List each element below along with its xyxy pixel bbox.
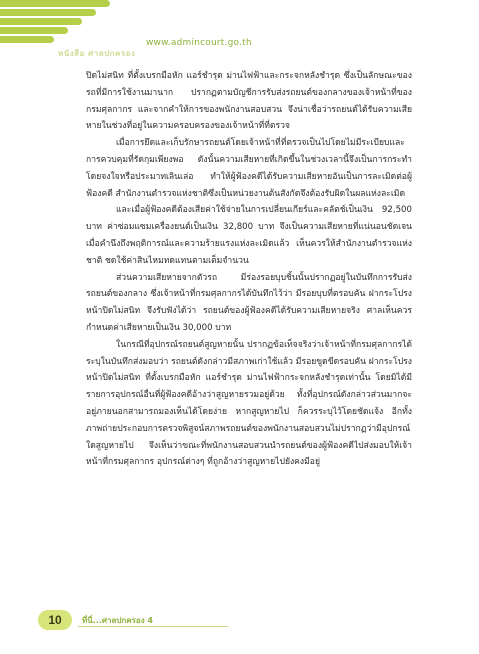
- paragraph-2: เมื่อการยึดและเก็บรักษารถยนต์โดยเจ้าหน้าที่ที่ตรวจเป็นไปโดยไม่มีระเบียบและการควบคุมที่รัดกุมเพียงพอ ดังนั้นความเสียหายที่เกิดขึ้นในช่วงเวลานี้จึงเป็นการกระทำโดยจงใจหรือประมาทเลินเล่อ ทำให้ผู้ฟ้องคดีได้รับความเสียหายอันเป็นการละเมิดต่อผู้ฟ้องคดี สำนักงานตำรวจแห่งชาติซึ่งเป็นหน่วยงานต้นสังกัดจึงต้องรับผิดในผลแห่งละเมิด: [86, 138, 412, 199]
- paragraph-4: ส่วนความเสียหายจากตัวรถ มีร่องรอยบุบชิ้นนั้นปรากฏอยู่ในบันทึกการรับส่งรถยนต์ของกลาง ซึ่งเจ้าหน้าที่กรมศุลกากรได้บันทึกไว้ว่า มีรอยบุบที่ตรอบคัน ฝากระโปรงหน้าปิดไม่สนิท จึงรับฟังได้ว่า รถยนต์ของผู้ฟ้องคดีได้รับความเสียหายจริง ศาลเห็นควรกำหนดค่าเสียหายเป็นเงิน 30,000 บาท: [86, 272, 412, 333]
- document-body: [86, 68, 412, 471]
- page-footer: [0, 606, 479, 654]
- page-header: [0, 0, 479, 62]
- footer-divider: [78, 626, 228, 627]
- paragraph-1: ปิดไม่สนิท ที่ตั้งเบรกมือหัก แอร์ชำรุด ม่านไฟฟ้าและกระจกหลังชำรุด ซึ่งเป็นลักษณะของรถที่มีการใช้งานมานาก ปรากฏตามบัญชีการรับส่งรถยนต์ของกลางของเจ้าหน้าที่ของกรมศุลกากร และจากคำให้การของพนักงานสอบสวน จึงน่าเชื่อว่ารถยนต์ได้รับความเสียหายในช่วงที่อยู่ในความครอบครองของเจ้าหน้าที่ที่ตรวจ: [86, 71, 412, 132]
- footer-title: ที่นี่...ศาลปกครอง 4: [82, 616, 153, 625]
- paragraph-3: และเมื่อผู้ฟ้องคดีต้องเสียค่าใช้จ่ายในการเปลี่ยนเกียร์และคลัตช์เป็นเงิน 92,500 บาท ค่าซ่อมแซมเครื่องยนต์เป็นเงิน 32,800 บาท จึงเป็นความเสียหายที่แน่นอนชัดเจน เมื่อคำนึงถึงพฤติการณ์และความร้ายแรงแห่งละเมิดแล้ว เห็นควรให้สำนักงานตำรวจแห่งชาติ ชดใช้ค่าสินไหมทดแทนตามเต็มจำนวน: [86, 205, 412, 266]
- page-number: 10: [38, 610, 72, 630]
- paragraph-5: ในกรณีที่อุปกรณ์รถยนต์สูญหายนั้น ปรากฏข้อเท็จจริงว่าเจ้าหน้าที่กรมศุลกากรได้ระบุในบันทึกส่งมอบว่า รถยนต์ดังกล่าวมีสภาพเก่าใช้แล้ว มีรอยขูดขีดรอบคัน ฝากระโปรงหน้าปิดไม่สนิท ที่ตั้งเบรกมือหัก แอร์ชำรุด ม่านไฟฟ้ากระจกหลังชำรุดเท่านั้น โดยมิได้มีรายการอุปกรณ์อื่นที่ผู้ฟ้องคดีอ้างว่าสูญหายรวมอยู่ด้วย ทั้งที่อุปกรณ์ดังกล่าวส่วนมากจะอยู่ภายนอกสามารถมองเห็นได้โดยง่าย หากสูญหายไป ก็ควรระบุไว้โดยชัดแจ้ง อีกทั้งภาพถ่ายประกอบการตรวจพิสูจน์สภาพรถยนต์ของพนักงานสอบสวนไม่ปรากฏว่ามีอุปกรณ์ใดสูญหายไป จึงเห็นว่าขณะที่พนักงานสอบสวนนำรถยนต์ของผู้ฟ้องคดีไปส่งมอบให้เจ้าหน้าที่กรมศุลกากร อุปกรณ์ต่างๆ ที่ถูกอ้างว่าสูญหายไปยังคงมีอยู่: [86, 339, 412, 468]
- site-url: www.admincourt.go.th: [146, 38, 252, 48]
- logo-stamp: หนังสือ ศาลปกครอง: [58, 49, 136, 58]
